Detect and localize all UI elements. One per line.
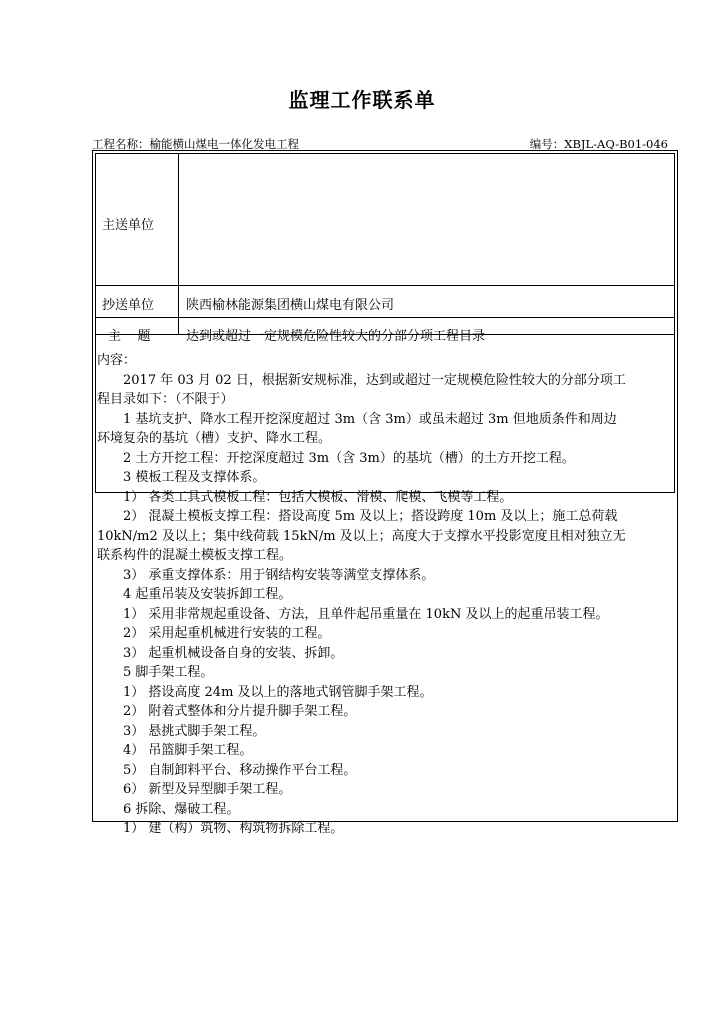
content-line: 1 基坑支护、降水工程开挖深度超过 3m（含 3m）或虽未超过 3m 但地质条件和周边 — [123, 411, 617, 427]
content-line: 2） 采用起重机械进行安装的工程。 — [123, 626, 331, 641]
row-divider — [96, 317, 674, 318]
content-line: 1） 建（构）筑物、构筑物拆除工程。 — [123, 821, 344, 836]
content-lines — [97, 371, 669, 839]
content-line: 环境复杂的基坑（槽）支护、降水工程。 — [97, 431, 332, 446]
content-line: 1） 搭设高度 24m 及以上的落地式钢管脚手架工程。 — [123, 684, 433, 700]
content-line: 10kN/m2 及以上；集中线荷载 15kN/m 及以上；高度大于支撑水平投影宽度且相对独立无 — [97, 528, 626, 544]
content-line: 2） 混凝土模板支撑工程：搭设高度 5m 及以上；搭设跨度 10m 及以上；施工总荷载 — [123, 509, 618, 524]
cc-label: 抄送单位 — [102, 298, 155, 313]
content-line: 3） 承重支撑体系：用于钢结构安装等满堂支撑体系。 — [123, 567, 435, 583]
content-line: 2 土方开挖工程：开挖深度超过 3m（含 3m）的基坑（槽）的土方开挖工程。 — [123, 450, 575, 466]
subject-value: 达到或超过一定规模危险性较大的分部分项工程目录 — [186, 329, 486, 344]
content-line: 6） 新型及异型脚手架工程。 — [123, 782, 292, 797]
content-line: 6 拆除、爆破工程。 — [123, 801, 240, 817]
content-line: 3） 悬挑式脚手架工程。 — [123, 723, 266, 739]
content-line: 3 模板工程及支撑体系。 — [123, 470, 266, 485]
content-line: 联系构件的混凝土模板支撑工程。 — [97, 548, 293, 563]
page-title: 监理工作联系单 — [288, 88, 436, 112]
column-divider — [178, 154, 179, 334]
content-line: 5 脚手架工程。 — [123, 665, 214, 680]
document-number: 编号：XBJL-AQ-B01-046 — [529, 137, 668, 151]
cc-value: 陕西榆林能源集团横山煤电有限公司 — [186, 298, 395, 313]
content-line: 3） 起重机械设备自身的安装、拆卸。 — [123, 645, 344, 661]
project-name: 工程名称：榆能横山煤电一体化发电工程 — [92, 137, 299, 151]
content-line: 1） 采用非常规起重设备、方法，且单件起吊重量在 10kN 及以上的起重吊装工程。 — [123, 606, 609, 622]
row-divider — [96, 285, 674, 286]
content-line: 1） 各类工具式模板工程：包括大模板、滑模、爬模、飞模等工程。 — [123, 489, 513, 505]
content-line: 4） 吊篮脚手架工程。 — [123, 743, 253, 758]
sender-label: 主送单位 — [102, 218, 155, 233]
content-line: 4 起重吊装及安装拆卸工程。 — [123, 587, 292, 602]
content-line: 2） 附着式整体和分片提升脚手架工程。 — [123, 704, 357, 719]
content-line: 程目录如下：（不限于） — [97, 392, 234, 407]
content-line: 5） 自制卸料平台、移动操作平台工程。 — [123, 762, 357, 778]
content-body — [97, 351, 669, 839]
contact-form — [92, 150, 678, 836]
content-line: 2017 年 03 月 02 日，根据新安规标准，达到或超过一定规模危险性较大的分部分项工 — [123, 372, 626, 388]
subject-label: 主 题 — [108, 329, 151, 344]
content-heading: 内容： — [97, 353, 137, 368]
